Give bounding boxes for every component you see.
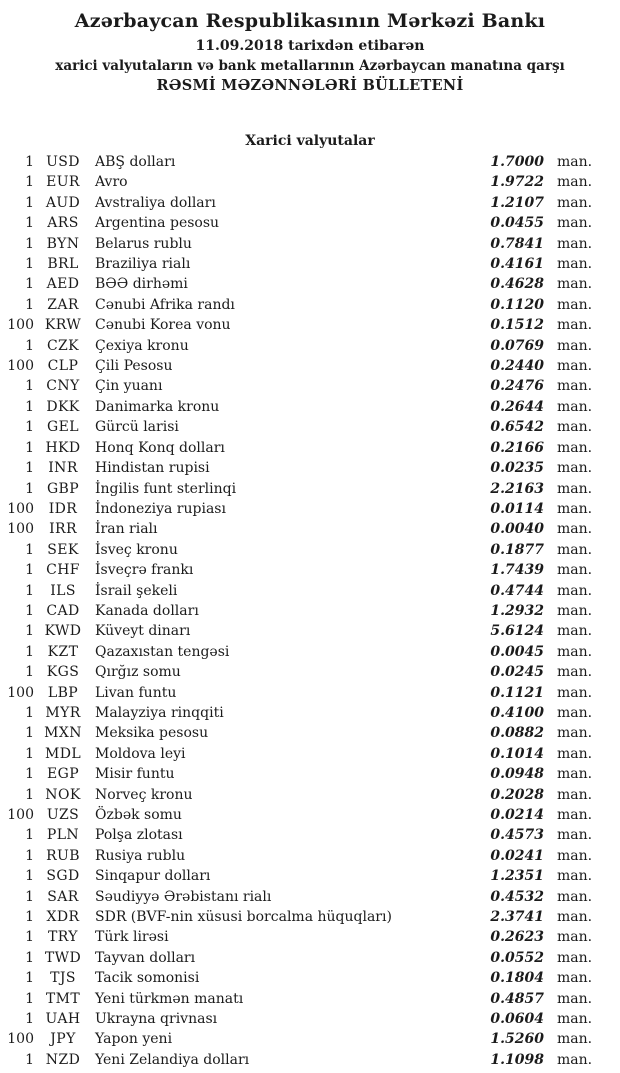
qty-cell: 1 (25, 1011, 34, 1028)
qty-cell: 1 (25, 419, 34, 436)
code-cell: SGD (46, 868, 80, 885)
name-cell: Çili Pesosu (95, 358, 173, 375)
rate-row (0, 887, 620, 907)
rate-row (0, 519, 620, 539)
code-cell: TWD (44, 949, 82, 966)
unit-cell: man. (557, 929, 593, 946)
rate-row (0, 315, 620, 335)
qty-cell: 1 (25, 827, 34, 844)
code-cell: CNY (46, 378, 80, 395)
code-cell: BRL (47, 256, 79, 273)
rate-row (0, 642, 620, 662)
unit-cell: man. (557, 1011, 593, 1028)
qty-cell: 1 (25, 439, 34, 456)
name-cell: Norveç kronu (95, 786, 193, 803)
qty-cell: 1 (25, 786, 34, 803)
code-cell: AUD (45, 194, 81, 211)
unit-cell: man. (557, 827, 593, 844)
rate-cell: 1.7000 (490, 154, 544, 170)
rate-row (0, 336, 620, 356)
rate-row (0, 581, 620, 601)
code-cell: ARS (47, 215, 79, 232)
qty-cell: 1 (25, 215, 34, 232)
name-cell: İndoneziya rupiası (95, 500, 226, 517)
code-cell: CZK (46, 337, 80, 354)
rate-cell: 0.0040 (490, 521, 544, 538)
code-cell: NOK (45, 786, 81, 803)
unit-cell: man. (557, 521, 593, 538)
unit-cell: man. (557, 398, 593, 415)
qty-cell: 1 (25, 582, 34, 599)
unit-cell: man. (557, 909, 593, 926)
qty-cell: 1 (25, 847, 34, 864)
rate-row (0, 703, 620, 723)
name-cell: Livan funtu (95, 684, 177, 701)
code-cell: MXN (44, 725, 82, 742)
name-cell: SDR (BVF-nin xüsusi borcalma hüquqları) (95, 909, 392, 926)
code-cell: NZD (45, 1051, 81, 1068)
rate-cell: 0.0235 (490, 460, 544, 477)
code-cell: IDR (48, 500, 78, 517)
qty-cell: 1 (25, 562, 34, 579)
qty-cell: 1 (25, 1051, 34, 1068)
name-cell: Sinqapur dolları (95, 868, 211, 885)
name-cell: Malayziya rinqqiti (95, 704, 224, 721)
code-cell: AED (46, 276, 80, 293)
rate-row (0, 601, 620, 621)
code-cell: SEK (47, 541, 79, 558)
rate-row (0, 234, 620, 254)
name-cell: İsveçrə frankı (95, 562, 194, 579)
rate-cell: 0.6542 (490, 419, 544, 436)
code-cell: EUR (46, 174, 80, 191)
rate-cell: 0.0045 (490, 643, 544, 660)
rate-cell: 0.2644 (490, 398, 544, 415)
rate-cell: 0.2166 (490, 439, 544, 456)
unit-cell: man. (557, 317, 593, 334)
name-cell: Qazaxıstan tengəsi (95, 643, 230, 660)
unit-cell: man. (557, 174, 593, 191)
rate-cell: 0.0214 (490, 807, 544, 823)
code-cell: XDR (46, 909, 80, 926)
unit-cell: man. (557, 807, 593, 823)
qty-cell: 1 (25, 194, 34, 211)
name-cell: ABŞ dolları (95, 154, 176, 170)
qty-cell: 1 (25, 970, 34, 987)
qty-cell: 1 (25, 296, 34, 313)
rate-cell: 0.1877 (490, 541, 544, 558)
name-cell: Tacik somonisi (95, 970, 200, 987)
unit-cell: man. (557, 276, 593, 293)
rate-row (0, 764, 620, 784)
unit-cell: man. (557, 623, 593, 640)
name-cell: Yeni Zelandiya dolları (95, 1051, 250, 1068)
unit-cell: man. (557, 766, 593, 783)
name-cell: Çexiya kronu (95, 337, 189, 354)
bulletin-header (0, 0, 620, 96)
code-cell: EGP (46, 766, 80, 783)
name-cell: Avstraliya dolları (95, 194, 216, 211)
rate-cell: 0.4161 (490, 256, 544, 273)
rate-row (0, 356, 620, 376)
rate-cell: 0.4100 (490, 704, 544, 721)
rate-row (0, 948, 620, 968)
rate-row (0, 723, 620, 743)
rate-cell: 1.9722 (490, 174, 544, 191)
name-cell: Rusiya rublu (95, 847, 186, 864)
name-cell: İngilis funt sterlinqi (95, 480, 237, 497)
name-cell: Özbək somu (95, 807, 182, 823)
rate-cell: 2.3741 (490, 909, 544, 926)
qty-cell: 1 (25, 480, 34, 497)
qty-cell: 1 (25, 256, 34, 273)
rate-row (0, 907, 620, 927)
code-cell: SAR (47, 888, 79, 905)
rate-cell: 1.1098 (490, 1051, 544, 1068)
rate-cell: 0.2440 (490, 358, 544, 375)
code-cell: TRY (48, 929, 78, 946)
name-cell: Honq Konq dolları (95, 439, 225, 456)
unit-cell: man. (557, 154, 593, 170)
qty-cell: 1 (25, 154, 34, 170)
qty-cell: 100 (7, 684, 34, 701)
qty-cell: 1 (25, 643, 34, 660)
unit-cell: man. (557, 1051, 593, 1068)
code-cell: INR (48, 460, 78, 477)
rate-cell: 0.0604 (490, 1011, 544, 1028)
code-cell: KGS (46, 664, 80, 681)
unit-cell: man. (557, 643, 593, 660)
code-cell: MYR (45, 704, 81, 721)
code-cell: UZS (46, 807, 80, 823)
qty-cell: 100 (7, 807, 34, 823)
unit-cell: man. (557, 725, 593, 742)
rate-cell: 1.2932 (490, 602, 544, 619)
rate-row (0, 1029, 620, 1049)
name-cell: İsrail şekeli (95, 582, 178, 599)
rate-row (0, 989, 620, 1009)
unit-cell: man. (557, 337, 593, 354)
name-cell: Meksika pesosu (95, 725, 209, 742)
unit-cell: man. (557, 296, 593, 313)
rate-row (0, 499, 620, 519)
rate-row (0, 193, 620, 213)
rate-cell: 0.0245 (490, 664, 544, 681)
name-cell: Cənubi Korea vonu (95, 317, 231, 334)
rate-row (0, 172, 620, 192)
name-cell: Kanada dolları (95, 602, 199, 619)
code-cell: KRW (44, 317, 82, 334)
qty-cell: 1 (25, 541, 34, 558)
bank-name: Azərbaycan Respublikasının Mərkəzi Bankı (74, 10, 546, 32)
code-cell: GBP (46, 480, 80, 497)
rate-row (0, 213, 620, 233)
unit-cell: man. (557, 480, 593, 497)
name-cell: Səudiyyə Ərəbistanı rialı (95, 888, 272, 905)
effective-date-line: 11.09.2018 tarixdən etibarən (195, 38, 425, 54)
rate-row (0, 438, 620, 458)
code-cell: KZT (47, 643, 79, 660)
code-cell: ILS (50, 582, 76, 599)
qty-cell: 1 (25, 602, 34, 619)
rate-row (0, 683, 620, 703)
unit-cell: man. (557, 562, 593, 579)
unit-cell: man. (557, 970, 593, 987)
qty-cell: 1 (25, 766, 34, 783)
rate-cell: 0.1014 (490, 745, 544, 762)
name-cell: Belarus rublu (95, 235, 192, 252)
rate-cell: 0.0552 (490, 949, 544, 966)
qty-cell: 100 (7, 358, 34, 375)
qty-cell: 1 (25, 337, 34, 354)
code-cell: KWD (44, 623, 82, 640)
rate-row (0, 785, 620, 805)
unit-cell: man. (557, 745, 593, 762)
qty-cell: 1 (25, 888, 34, 905)
unit-cell: man. (557, 888, 593, 905)
code-cell: HKD (45, 439, 81, 456)
rate-row (0, 866, 620, 886)
code-cell: GEL (47, 419, 79, 436)
qty-cell: 1 (25, 378, 34, 395)
rate-cell: 1.2107 (490, 194, 544, 211)
name-cell: BƏƏ dirhəmi (95, 276, 188, 293)
qty-cell: 1 (25, 745, 34, 762)
unit-cell: man. (557, 419, 593, 436)
unit-cell: man. (557, 256, 593, 273)
qty-cell: 100 (7, 1031, 34, 1048)
name-cell: Moldova leyi (95, 745, 186, 762)
code-cell: TJS (50, 970, 76, 987)
section-title-foreign-currencies: Xarici valyutalar (245, 133, 375, 149)
code-cell: UAH (45, 1011, 81, 1028)
unit-cell: man. (557, 194, 593, 211)
rate-cell: 0.0769 (490, 337, 544, 354)
rate-cell: 0.4628 (490, 276, 544, 293)
qty-cell: 1 (25, 460, 34, 477)
rate-cell: 0.4857 (490, 990, 544, 1007)
code-cell: TMT (45, 990, 81, 1007)
rate-cell: 0.7841 (490, 235, 544, 252)
qty-cell: 1 (25, 949, 34, 966)
rate-row (0, 417, 620, 437)
rate-row (0, 968, 620, 988)
name-cell: Hindistan rupisi (95, 460, 210, 477)
unit-cell: man. (557, 582, 593, 599)
qty-cell: 1 (25, 398, 34, 415)
rate-row (0, 825, 620, 845)
code-cell: MDL (44, 745, 82, 762)
unit-cell: man. (557, 704, 593, 721)
name-cell: Avro (95, 174, 128, 191)
rate-row (0, 254, 620, 274)
rate-cell: 0.2623 (490, 929, 544, 946)
unit-cell: man. (557, 541, 593, 558)
rate-cell: 0.4744 (490, 582, 544, 599)
code-cell: ZAR (47, 296, 79, 313)
bulletin-title: RƏSMİ MƏZƏNNƏLƏRİ BÜLLETENİ (156, 77, 464, 94)
rate-cell: 0.1804 (490, 970, 544, 987)
unit-cell: man. (557, 378, 593, 395)
rate-cell: 0.1120 (490, 296, 544, 313)
code-cell: IRR (49, 521, 77, 538)
unit-cell: man. (557, 1031, 593, 1048)
unit-cell: man. (557, 786, 593, 803)
name-cell: İsveç kronu (95, 541, 178, 558)
rate-row (0, 560, 620, 580)
unit-cell: man. (557, 500, 593, 517)
code-cell: CHF (46, 562, 80, 579)
qty-cell: 1 (25, 276, 34, 293)
rate-cell: 0.2028 (490, 786, 544, 803)
code-cell: LBP (47, 684, 79, 701)
name-cell: Qırğız somu (95, 664, 181, 681)
rate-row (0, 927, 620, 947)
name-cell: Ukrayna qrivnası (95, 1011, 218, 1028)
qty-cell: 100 (7, 317, 34, 334)
rate-row (0, 295, 620, 315)
rate-row (0, 397, 620, 417)
code-cell: JPY (50, 1031, 76, 1048)
rate-row (0, 540, 620, 560)
unit-cell: man. (557, 990, 593, 1007)
rate-row (0, 1009, 620, 1029)
code-cell: CLP (47, 358, 79, 375)
code-cell: PLN (46, 827, 80, 844)
rate-cell: 2.2163 (490, 480, 544, 497)
name-cell: Misir funtu (95, 766, 175, 783)
qty-cell: 1 (25, 725, 34, 742)
code-cell: BYN (46, 235, 80, 252)
unit-cell: man. (557, 358, 593, 375)
rate-cell: 0.4532 (490, 888, 544, 905)
rate-cell: 0.1121 (490, 684, 544, 701)
rates-table (0, 152, 620, 1070)
code-cell: RUB (46, 847, 80, 864)
rate-cell: 5.6124 (490, 623, 544, 640)
unit-cell: man. (557, 949, 593, 966)
rate-row (0, 479, 620, 499)
name-cell: Yeni türkmən manatı (95, 990, 244, 1007)
qty-cell: 1 (25, 704, 34, 721)
rate-cell: 1.2351 (490, 868, 544, 885)
name-cell: Yapon yeni (95, 1031, 173, 1048)
rate-row (0, 744, 620, 764)
name-cell: Polşa zlotası (95, 827, 183, 844)
name-cell: İran rialı (95, 521, 158, 538)
rate-cell: 1.7439 (490, 562, 544, 579)
rate-cell: 0.4573 (490, 827, 544, 844)
qty-cell: 1 (25, 909, 34, 926)
rate-row (0, 152, 620, 172)
name-cell: Çin yuanı (95, 378, 163, 395)
unit-cell: man. (557, 847, 593, 864)
rate-cell: 0.1512 (490, 317, 544, 334)
name-cell: Argentina pesosu (95, 215, 220, 232)
name-cell: Türk lirəsi (95, 929, 169, 946)
code-cell: DKK (46, 398, 80, 415)
rate-row (0, 458, 620, 478)
rate-cell: 0.0114 (490, 500, 544, 517)
rate-row (0, 274, 620, 294)
subject-line: xarici valyutaların və bank metallarının Azərbaycan manatına qarşı (55, 58, 565, 74)
rate-cell: 1.5260 (490, 1031, 544, 1048)
rate-row (0, 621, 620, 641)
rate-row (0, 662, 620, 682)
name-cell: Tayvan dolları (95, 949, 196, 966)
rate-cell: 0.0241 (490, 847, 544, 864)
qty-cell: 1 (25, 929, 34, 946)
qty-cell: 1 (25, 868, 34, 885)
qty-cell: 1 (25, 235, 34, 252)
rate-row (0, 1050, 620, 1070)
name-cell: Braziliya rialı (95, 256, 191, 273)
name-cell: Küveyt dinarı (95, 623, 191, 640)
unit-cell: man. (557, 602, 593, 619)
unit-cell: man. (557, 868, 593, 885)
unit-cell: man. (557, 235, 593, 252)
rate-cell: 0.0455 (490, 215, 544, 232)
name-cell: Cənubi Afrika randı (95, 296, 235, 313)
rate-cell: 0.0882 (490, 725, 544, 742)
unit-cell: man. (557, 439, 593, 456)
qty-cell: 1 (25, 623, 34, 640)
rate-row (0, 846, 620, 866)
name-cell: Danimarka kronu (95, 398, 220, 415)
unit-cell: man. (557, 215, 593, 232)
rate-row (0, 376, 620, 396)
unit-cell: man. (557, 460, 593, 477)
qty-cell: 100 (7, 521, 34, 538)
rate-row (0, 805, 620, 825)
unit-cell: man. (557, 684, 593, 701)
qty-cell: 1 (25, 174, 34, 191)
code-cell: USD (46, 154, 80, 170)
rate-cell: 0.2476 (490, 378, 544, 395)
rate-cell: 0.0948 (490, 766, 544, 783)
qty-cell: 1 (25, 990, 34, 1007)
qty-cell: 100 (7, 500, 34, 517)
qty-cell: 1 (25, 664, 34, 681)
name-cell: Gürcü larisi (95, 419, 179, 436)
code-cell: CAD (46, 602, 80, 619)
unit-cell: man. (557, 664, 593, 681)
